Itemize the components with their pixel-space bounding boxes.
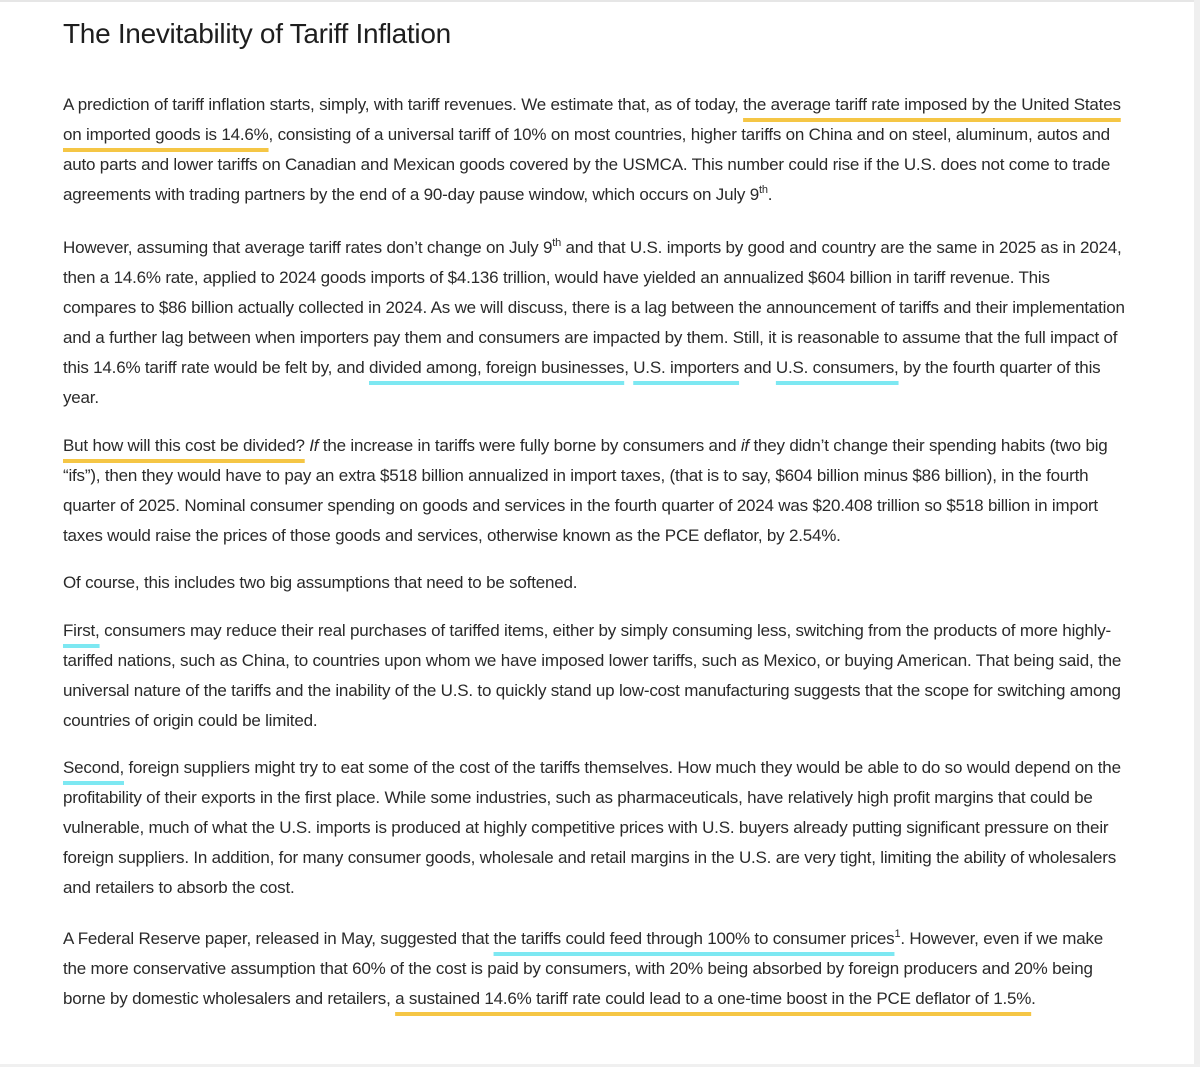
paragraph-1: A prediction of tariff inflation starts, simply, with tariff revenues. We estimate that, as of today, the average tariff rate imposed by the United States on imported goods is 14.6%, consisting of a universal tariff of 10% on most countries, higher tariffs on China and on steel, aluminum, autos and auto parts and lower tariffs on Canadian and Mexican goods covered by the USMCA. This number could rise if the U.S. does not come to trade agreements with trading partners by the end of a 90-day pause window, which occurs on July 9th.	[63, 95, 1121, 204]
highlight-average-tariff-rate: the average tariff rate imposed by the United States on imported goods is 14.6%	[63, 95, 1121, 144]
highlight-us-importers: U.S. importers	[633, 358, 740, 377]
paragraph-4: Of course, this includes two big assumptions that need to be softened.	[63, 573, 578, 592]
highlight-second: Second,	[63, 758, 124, 777]
paragraph-2: However, assuming that average tariff rates don’t change on July 9th and that U.S. imports by good and country are the same in 2025 as in 2024, then a 14.6% rate, applied to 2024 goods imports of $4.136 trillion, would have yielded an annualized $604 billion in tariff revenue. This compares to $86 billion actually collected in 2024. As we will discuss, there is a lag between the announcement of tariffs and their implementation and a further lag between when importers pay them and consumers are impacted by them. Still, it is reasonable to assume that the full impact of this 14.6% tariff rate would be felt by, and divided among, foreign businesses, U.S. importers and U.S. consumers, by the fourth quarter of this year.	[63, 237, 1125, 407]
highlight-first: First,	[63, 621, 100, 640]
paragraph-6: Second, foreign suppliers might try to eat some of the cost of the tariffs themselves. How much they would be able to do so would depend on the profitability of their exports in the first place. While some industries, such as pharmaceuticals, have relatively high profit margins that could be vulnerable, much of what the U.S. imports is produced at highly competitive prices with U.S. buyers already putting significant pressure on their foreign suppliers. In addition, for many consumer goods, wholesale and retail margins in the U.S. are very tight, limiting the ability of wholesalers and retailers to absorb the cost.	[63, 758, 1121, 897]
footnote-1-marker[interactable]: 1	[894, 928, 901, 940]
scrollbar-track[interactable]	[1194, 0, 1200, 1067]
highlight-feed-through-100-percent: the tariffs could feed through 100% to consumer prices	[493, 929, 895, 948]
footnote-superscript: th	[759, 184, 768, 196]
top-edge	[0, 0, 1200, 2]
article-title: The Inevitability of Tariff Inflation	[63, 18, 451, 49]
highlight-cost-divided-question: But how will this cost be divided?	[63, 436, 305, 455]
paragraph-7: A Federal Reserve paper, released in May, suggested that the tariffs could feed through 100% to consumer prices$^1$. However, even if we make the more conservative assumption that 60% of the cost is paid by consumers, with 20% being absorbed by foreign producers and 20% being borne by domestic wholesalers and retailers, a sustained 14.6% tariff rate could lead to a one-time boost in the PCE deflator of 1.5%.	[63, 928, 1104, 1008]
highlight-divided-among-foreign-businesses: divided among, foreign businesses	[369, 358, 625, 377]
highlight-pce-deflator-boost: a sustained 14.6% tariff rate could lead to a one-time boost in the PCE deflator of 1.5%	[395, 989, 1032, 1008]
date-superscript: th	[552, 237, 562, 249]
highlight-us-consumers: U.S. consumers,	[775, 358, 899, 377]
paragraph-3: But how will this cost be divided? If the increase in tariffs were fully borne by consumers and if they didn’t change their spending habits (two big “ifs”), then they would have to pay an extra $518 billion annualized in import taxes, (that is to say, $604 billion minus $86 billion), in the fourth quarter of 2025. Nominal consumer spending on goods and services in the fourth quarter of 2024 was $20.408 trillion so $518 billion in import taxes would raise the prices of those goods and services, otherwise known as the PCE deflator, by 2.54%.	[63, 436, 1108, 545]
paragraph-5: First, consumers may reduce their real purchases of tariffed items, either by simply consuming less, switching from the products of more highly-tariffed nations, such as China, to countries upon whom we have imposed lower tariffs, such as Mexico, or buying American. That being said, the universal nature of the tariffs and the inability of the U.S. to quickly stand up low-cost manufacturing suggests that the scope for switching among countries of origin could be limited.	[63, 621, 1122, 730]
